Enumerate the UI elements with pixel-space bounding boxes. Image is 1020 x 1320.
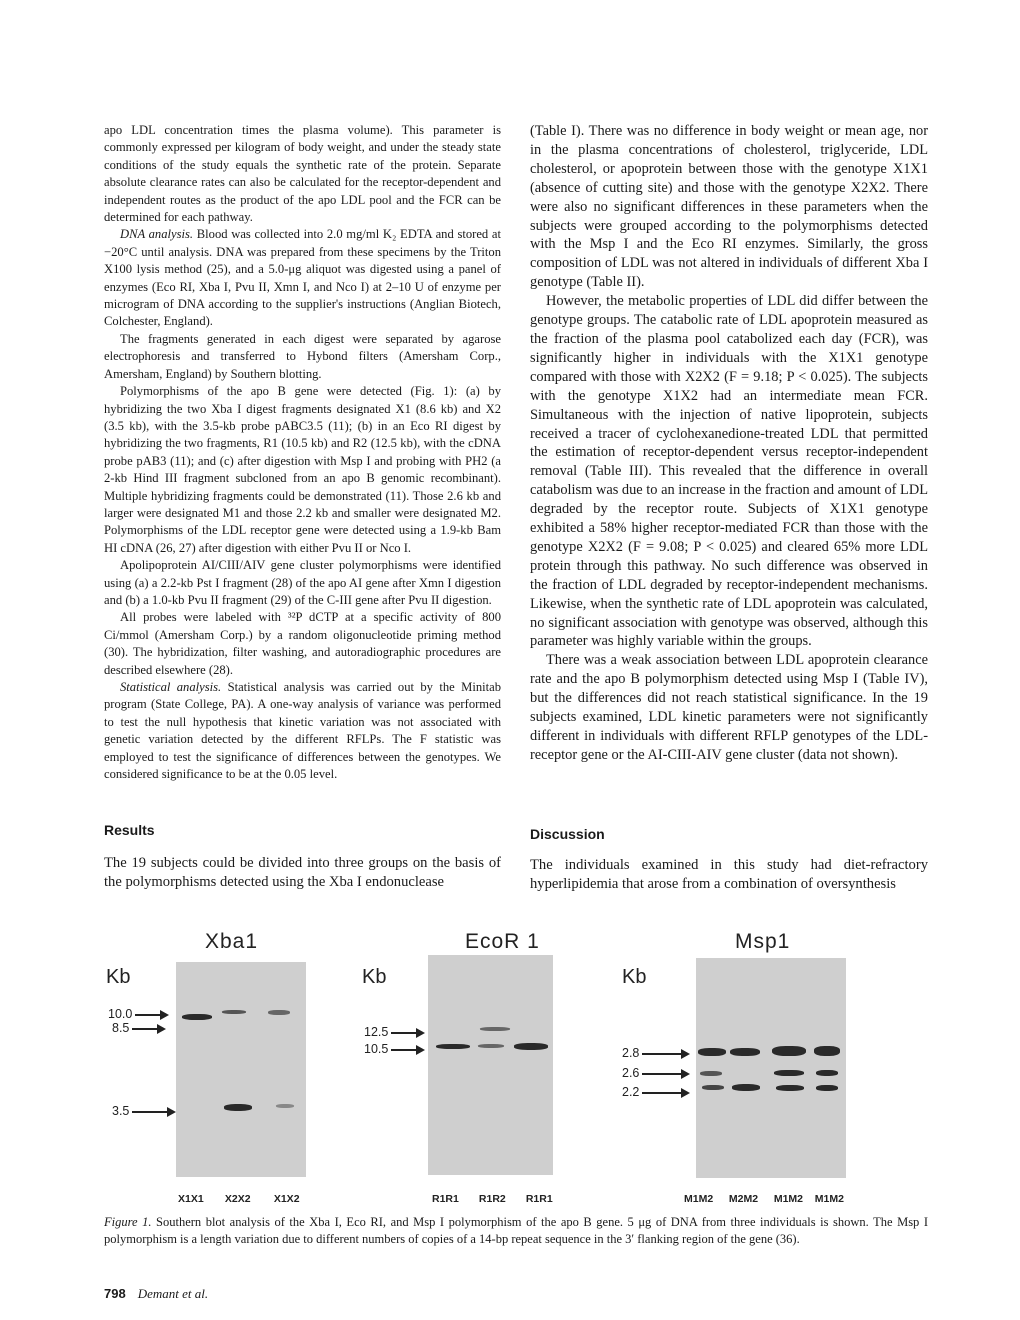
paragraph: (Table I). There was no difference in body weight or mean age, nor in the plasma concentrations of cholesterol, triglyceride, LDL cholesterol, or apoprotein between those with the genotype X1X1 (absence of cutting site) and those with the genotype X2X2. There were also no significant differences in these parameters when the subjects were grouped according to the polymorphisms detected with the Msp I and the Eco RI enzymes. Similarly, the gross composition of LDL was not altered in individuals of different Xba I genotype (Table II). <box>530 123 928 291</box>
marker-label: 3.5 <box>112 1104 130 1118</box>
arrow-icon <box>642 1053 682 1055</box>
paragraph <box>104 679 501 783</box>
gel-band <box>774 1070 804 1076</box>
eco-gel-image <box>428 955 553 1175</box>
gel-band <box>276 1104 294 1108</box>
gel-band <box>732 1084 760 1091</box>
paragraph <box>104 226 501 330</box>
arrow-icon <box>642 1092 682 1094</box>
paragraph-text: Blood was collected into 2.0 mg/ml K₂ EDTA and stored at −20°C until analysis. DNA was prepared from these specimens by the Triton X100 lysis method (25), and a 5.0-μg aliquot was digested using a panel of enzymes (Eco RI, Xba I, Pvu II, Xmn I, and Nco I) at 2–10 U of enzyme per microgram of DNA according to the supplier's instructions (Anglian Biotech, Colchester, England). <box>104 227 501 329</box>
gel-band <box>730 1048 760 1056</box>
gel-band <box>268 1010 290 1015</box>
lane-label: R1R2 <box>478 1193 506 1205</box>
gel-band <box>702 1085 724 1090</box>
arrow-icon <box>135 1014 161 1016</box>
page-footer <box>104 1286 208 1302</box>
caption-label: Figure 1. <box>104 1215 152 1229</box>
lane-label: M1M2 <box>684 1193 714 1205</box>
gel-band <box>698 1048 726 1056</box>
marker-label: 2.2 <box>622 1085 640 1099</box>
msp-gel-image <box>696 958 846 1178</box>
msp-kb-label: Kb <box>622 966 647 988</box>
run-in-heading: Statistical analysis. <box>120 680 222 694</box>
marker-label: 2.8 <box>622 1046 640 1060</box>
msp-lane-labels <box>684 1193 844 1205</box>
lane-label: M2M2 <box>728 1193 759 1205</box>
results-text: The 19 subjects could be divided into three groups on the basis of the polymorphisms detected using the Xba I endonuclease <box>104 855 501 890</box>
eco-lane-labels <box>432 1193 553 1205</box>
figure-caption <box>104 1214 928 1248</box>
gel-band <box>478 1044 504 1048</box>
discussion-text: The individuals examined in this study had diet-refractory hyperlipidemia that arose from a combination of oversynthesis <box>530 857 928 892</box>
marker-label: 10.5 <box>364 1042 389 1056</box>
gel-band <box>182 1014 212 1020</box>
gel-band <box>816 1070 838 1076</box>
arrow-icon <box>132 1111 168 1113</box>
caption-text: Southern blot analysis of the Xba I, Eco RI, and Msp I polymorphism of the apo B gene. 5 μg of DNA from three individuals is shown. The Msp I polymorphism is a length variation due to different numbers of copies of a 14-bp repeat sequence in the 3′ flanking region of the gene (36). <box>104 1215 929 1246</box>
marker-3-5 <box>112 1104 168 1118</box>
lane-label: X2X2 <box>224 1193 251 1205</box>
xba-kb-label: Kb <box>106 966 131 988</box>
gel-band <box>224 1104 252 1111</box>
right-column <box>530 122 928 765</box>
gel-band <box>222 1010 246 1014</box>
page-number: 798 <box>104 1286 126 1301</box>
eco-panel-title: EcoR 1 <box>465 930 540 953</box>
gel-band <box>814 1046 840 1056</box>
gel-band <box>514 1043 548 1050</box>
paragraph: However, the metabolic properties of LDL did differ between the genotype groups. The catabolic rate of LDL apoprotein measured as the fraction of the plasma pool catabolized each day (FCR), was significantly higher in individuals with the X1X1 genotype compared with those with X2X2 (F = 9.18; P < 0.025). The subjects with the genotype X1X2 had an intermediate mean FCR. Simultaneous with the injection of native lipoprotein, subjects received a tracer of cyclohexanedione-treated LDL that permitted the estimation of receptor-dependent versus receptor-independent removal (Table III). This revealed that the difference in overall catabolism was due to an increase in the fraction and amount of LDL degraded by the receptor route. Subjects of X1X1 genotype exhibited a 58% higher receptor-mediated FCR than those with the genotype X2X2 (F = 9.08; P < 0.025) and cleared 65% more LDL protein through this pathway. No such difference was observed in the fraction of LDL degraded by receptor-independent mechanisms. Likewise, when the synthetic rate of LDL apoprotein was calculated, no significant association with genotype was observed, although this parameter was highly variable within the groups. <box>530 293 929 650</box>
msp-panel-title: Msp1 <box>735 930 791 953</box>
gel-band <box>700 1071 722 1076</box>
marker-label: 2.6 <box>622 1066 640 1080</box>
paragraph: apo LDL concentration times the plasma volume). This parameter is commonly expressed per kilogram of body weight, and under the steady state conditions of the study equals the synthetic rate of the protein. Separate absolute clearance rates can also be calculated for the receptor-dependent and independent routes as the product of the apo LDL pool and the FCR can be determined for each pathway. <box>104 123 501 225</box>
running-authors: Demant et al. <box>137 1286 209 1301</box>
marker-8-5 <box>112 1021 158 1035</box>
marker-10-5 <box>364 1042 417 1056</box>
lane-label: R1R1 <box>432 1193 459 1205</box>
xba-lane-labels <box>178 1193 300 1205</box>
marker-label: 8.5 <box>112 1021 130 1035</box>
left-column <box>104 122 501 783</box>
lane-label: M1M2 <box>814 1193 844 1205</box>
marker-2-2 <box>622 1085 682 1099</box>
gel-band <box>772 1046 806 1056</box>
xba-panel-title: Xba1 <box>205 930 259 953</box>
xba-gel-image <box>176 962 306 1177</box>
discussion-heading: Discussion <box>530 826 605 842</box>
paragraph: All probes were labeled with ³²P dCTP at a specific activity of 800 Ci/mmol (Amersham Corp.) by a random oligonucleotide priming method (30). The hybridization, filter washing, and autoradiographic procedures are described elsewhere (28). <box>104 610 501 677</box>
marker-12-5 <box>364 1025 417 1039</box>
lane-label: M1M2 <box>773 1193 804 1205</box>
paragraph: Apolipoprotein AI/CIII/AIV gene cluster polymorphisms were identified using (a) a 2.2-kb Pst I fragment (28) of the apo AI gene after Xmn I digestion and (b) a 1.0-kb Pvu II fragment (29) of the C-III gene after Pvu II digestion. <box>104 558 501 607</box>
lane-label: X1X1 <box>178 1193 204 1205</box>
paragraph: There was a weak association between LDL apoprotein clearance rate and the apo B polymorphism detected using Msp I (Table IV), but the differences did not reach statistical significance. In the 19 subjects examined, LDL kinetic parameters were not significantly different in individuals with different RFLP genotypes of the LDL-receptor gene or the AI-CIII-AIV gene cluster (data not shown). <box>530 652 928 763</box>
gel-band <box>816 1085 838 1091</box>
arrow-icon <box>391 1032 417 1034</box>
results-heading: Results <box>104 822 155 838</box>
paragraph: The fragments generated in each digest were separated by agarose electrophoresis and transferred to Hybond filters (Amersham Corp., Amersham, England) by Southern blotting. <box>104 331 501 381</box>
eco-kb-label: Kb <box>362 966 387 988</box>
gel-band <box>776 1085 804 1091</box>
marker-2-6 <box>622 1066 682 1080</box>
marker-label: 12.5 <box>364 1025 389 1039</box>
arrow-icon <box>132 1028 158 1030</box>
arrow-icon <box>391 1049 417 1051</box>
gel-band <box>480 1027 510 1031</box>
marker-10-0 <box>108 1007 161 1021</box>
arrow-icon <box>642 1073 682 1075</box>
paragraph: Polymorphisms of the apo B gene were detected (Fig. 1): (a) by hybridizing the two Xba I digest fragments designated X1 (8.6 kb) and X2 (3.5 kb), with the 3.5-kb probe pABC3.5 (11); (b) in an Eco RI digest by hybridizing the two fragments, R1 (10.5 kb) and R2 (12.5 kb), with the cDNA probe pAB3 (11); and (c) after digestion with Msp I and probing with PH2 (a 2-kb Hind III fragment subcloned from an apo B genomic recombinant). Multiple hybridizing fragments could be demonstrated (11). Those 2.6 kb and larger were designated M1 and those 2.2 kb and smaller were designated M2. Polymorphisms of the LDL receptor gene were detected using a 1.9-kb Bam HI cDNA (26, 27) after digestion with either Pvu II or Nco I. <box>104 384 501 555</box>
lane-label: R1R1 <box>525 1193 553 1205</box>
paragraph-text: Statistical analysis was carried out by the Minitab program (State College, PA). A one-way analysis of variance was performed to test the null hypothesis that kinetic variation was not associated with genetic variation detected by the different RFLPs. The F statistic was employed to test the significance of differences between the genotypes. We considered significance to be at the 0.05 level. <box>104 680 502 782</box>
marker-2-8 <box>622 1046 682 1060</box>
gel-band <box>436 1044 470 1049</box>
lane-label: X1X2 <box>273 1193 300 1205</box>
run-in-heading: DNA analysis. <box>120 227 194 242</box>
marker-label: 10.0 <box>108 1007 133 1021</box>
